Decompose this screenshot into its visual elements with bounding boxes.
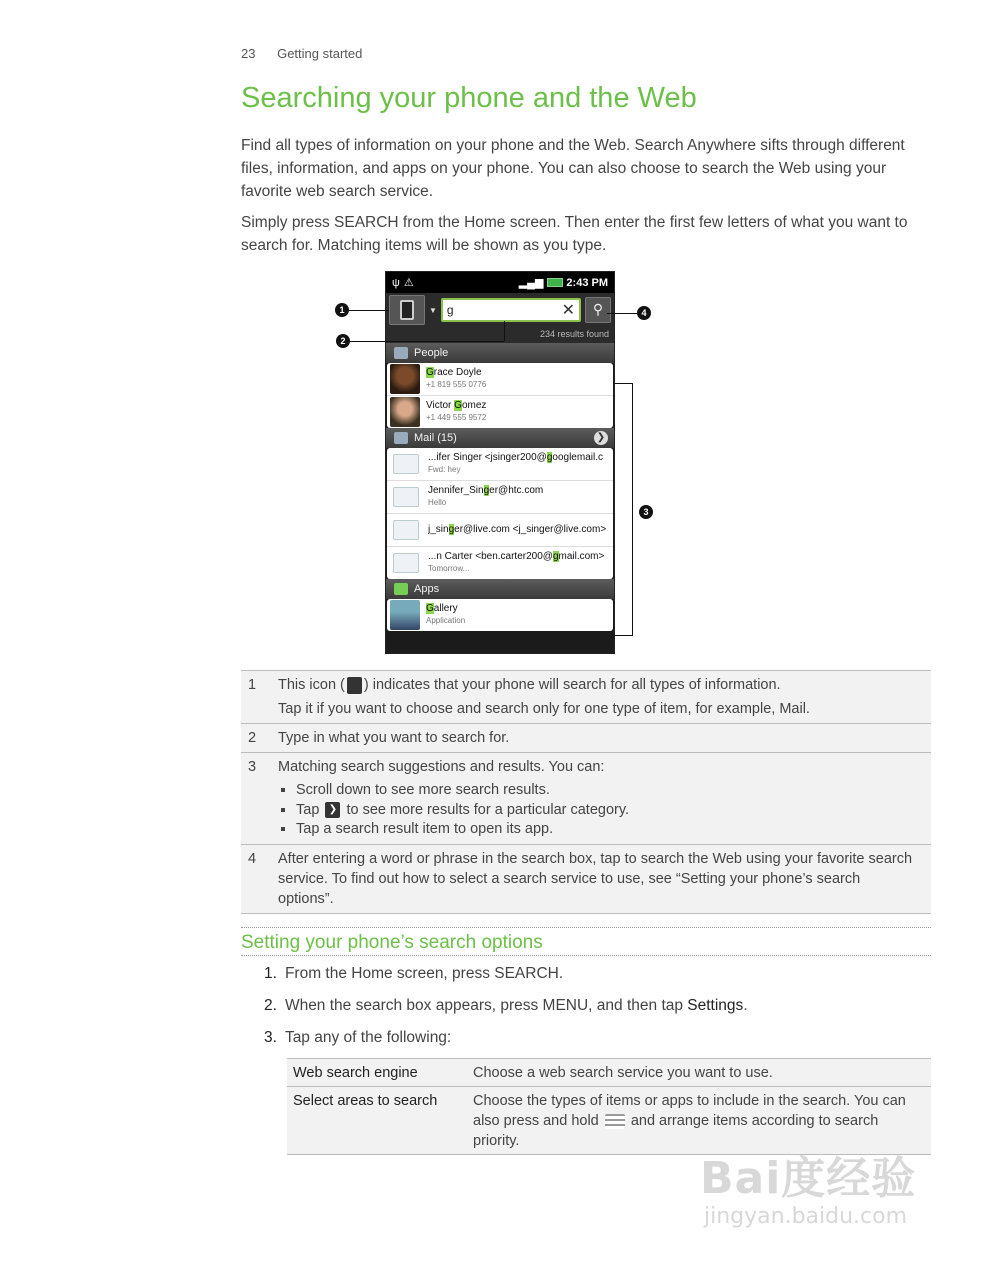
callout-line <box>349 310 389 311</box>
avatar <box>390 397 420 427</box>
apps-list <box>387 599 613 631</box>
search-query: g <box>446 303 454 317</box>
result-text: ooglemail.c <box>552 452 603 463</box>
step-text: From the Home screen, press SEARCH. <box>284 965 564 982</box>
mail-icon <box>394 432 408 444</box>
result-subtext: +1 819 555 0776 <box>426 380 487 389</box>
callout-line <box>350 341 504 342</box>
result-text: j_sin <box>428 524 449 535</box>
match-highlight: G <box>426 603 434 614</box>
legend-text: Type in what you want to search for. <box>278 724 931 753</box>
battery-icon <box>547 278 563 287</box>
match-highlight: g <box>552 551 559 562</box>
result-item[interactable] <box>387 448 613 481</box>
result-text: Victor <box>426 400 455 411</box>
phone-icon <box>400 300 414 320</box>
match-highlight: G <box>426 367 434 378</box>
option-text: and arrange items according to search priority. <box>473 1113 879 1149</box>
callout-4: 4 <box>637 306 651 320</box>
callout-line <box>607 313 637 314</box>
result-subtext: Application <box>426 616 466 625</box>
avatar <box>390 364 420 394</box>
page-header <box>241 46 362 61</box>
page-title: Searching your phone and the Web <box>241 82 697 114</box>
callout-line <box>504 321 505 341</box>
category-label: Apps <box>414 583 440 595</box>
option-key: Select areas to search <box>287 1087 467 1155</box>
match-highlight: G <box>454 400 462 411</box>
envelope-icon <box>393 553 419 573</box>
result-subtext: Fwd: hey <box>428 465 461 474</box>
arrow-icon: ❯ <box>325 802 340 818</box>
result-text: er@live.com <j_singer@live.com> <box>454 524 607 535</box>
globe-search-icon: ⚲ <box>592 301 604 317</box>
search-row <box>386 293 614 327</box>
step-2 <box>264 997 748 1015</box>
legend-row <box>241 724 931 753</box>
bullet-item: ▪ Tap a search result item to open its app. <box>296 820 931 840</box>
bullet-item <box>296 801 931 821</box>
result-item[interactable] <box>387 514 613 547</box>
legend-text-part: Matching search suggestions and results. You can: <box>278 759 605 775</box>
result-text: ...n Carter <ben.carter200@ <box>428 551 553 562</box>
legend-text-part: ) indicates that your phone will search for all types of information. <box>363 677 781 693</box>
people-list <box>387 363 613 428</box>
result-text: allery <box>433 603 458 614</box>
legend-text <box>278 671 931 724</box>
watermark-logo: Bai度经验 <box>700 1153 917 1204</box>
subheading-text: Setting your phone’s search options <box>241 932 543 953</box>
legend-row <box>241 753 931 845</box>
legend-row <box>241 844 931 913</box>
intro-paragraph-2: Simply press SEARCH from the Home screen. Then enter the first few letters of what you want to search for. Matching items will be shown as you type. <box>241 214 908 254</box>
signal-icon: ▂▄▆ <box>518 277 544 289</box>
envelope-icon <box>393 454 419 474</box>
page-number: 23 <box>241 46 256 61</box>
search-input[interactable] <box>441 298 581 322</box>
envelope-icon <box>393 487 419 507</box>
gallery-icon <box>390 600 420 630</box>
status-bar <box>386 272 614 293</box>
legend-text: After entering a word or phrase in the search box, tap to search the Web using your favorite search service. To find out how to select a search service to use, see “Setting your phone’s search options”. <box>278 844 931 913</box>
status-icons: ψ⚠ <box>392 277 418 289</box>
subheading <box>241 927 931 956</box>
category-mail[interactable] <box>386 428 614 448</box>
option-value: Choose a web search service you want to use. <box>467 1059 931 1087</box>
phone-icon <box>347 677 362 694</box>
status-time: 2:43 PM <box>566 276 608 289</box>
search-source-button[interactable] <box>389 295 425 325</box>
match-highlight: g <box>546 452 553 463</box>
result-item[interactable] <box>387 599 613 631</box>
step-text: Tap any of the following: <box>284 1029 452 1046</box>
bullet-text: Tap <box>296 801 320 818</box>
result-text: Jennifer_Sin <box>428 485 484 496</box>
legend-number: 1 <box>241 671 278 724</box>
option-key: Web search engine <box>287 1059 467 1087</box>
phone-screenshot <box>385 271 615 654</box>
callout-legend-table <box>241 670 931 914</box>
legend-number: 2 <box>241 724 278 753</box>
legend-number: 3 <box>241 753 278 845</box>
option-text: Choose the types of items or apps to include in the search. You can also press and hold <box>473 1093 906 1129</box>
step-bold-text: Settings <box>687 997 744 1014</box>
legend-text <box>278 753 931 845</box>
step-number: 2. <box>264 997 277 1014</box>
category-label: Mail (15) <box>414 432 457 444</box>
callout-1: 1 <box>335 303 349 317</box>
result-text: er@htc.com <box>489 485 544 496</box>
results-count: 234 results found <box>386 327 614 343</box>
callout-2: 2 <box>336 334 350 348</box>
options-table <box>287 1058 931 1155</box>
legend-text-part: This icon ( <box>278 677 345 693</box>
result-text: mail.com> <box>558 551 605 562</box>
step-number: 3. <box>264 1029 277 1046</box>
legend-text-part: Tap it if you want to choose and search only for one type of item, for example, Mail. <box>278 701 810 717</box>
step-text: . <box>743 997 748 1014</box>
result-text: omez <box>461 400 487 411</box>
web-search-button[interactable] <box>585 297 611 323</box>
match-highlight: g <box>483 485 490 496</box>
legend-bullets <box>278 781 931 840</box>
clear-icon[interactable]: ✕ <box>561 302 575 319</box>
step-number: 1. <box>264 965 277 982</box>
option-row <box>287 1059 931 1087</box>
match-highlight: g <box>448 524 455 535</box>
apps-icon <box>394 583 408 595</box>
result-text: race Doyle <box>433 367 482 378</box>
envelope-icon <box>393 520 419 540</box>
bullet-text: to see more results for a particular category. <box>346 801 630 818</box>
legend-row <box>241 671 931 724</box>
legend-number: 4 <box>241 844 278 913</box>
more-results-arrow-icon[interactable]: ❯ <box>594 431 608 445</box>
result-item[interactable] <box>387 363 613 396</box>
result-subtext: Hello <box>428 498 447 507</box>
result-item[interactable] <box>387 481 613 514</box>
mail-list <box>387 448 613 579</box>
bullet-item: ▪ Scroll down to see more search results. <box>296 781 931 801</box>
step-text: When the search box appears, press MENU, and then tap <box>284 997 688 1014</box>
people-icon <box>394 347 408 359</box>
result-item[interactable] <box>387 547 613 579</box>
menu-lines-icon <box>605 1114 625 1129</box>
category-people[interactable] <box>386 343 614 363</box>
watermark-url: jingyan.baidu.com <box>704 1204 908 1229</box>
category-label: People <box>414 347 449 359</box>
dropdown-caret-icon: ▼ <box>429 305 437 315</box>
result-subtext: +1 449 555 9572 <box>426 413 487 422</box>
intro-paragraph-1: Find all types of information on your phone and the Web. Search Anywhere sifts through different files, information, and apps on your phone. You can also choose to search the Web using your favorite web search service. <box>241 137 905 200</box>
section-name: Getting started <box>277 46 363 61</box>
result-text: ...ifer Singer <jsinger200@ <box>428 452 547 463</box>
result-item[interactable] <box>387 396 613 428</box>
category-apps[interactable] <box>386 579 614 599</box>
step-1 <box>264 965 563 983</box>
result-subtext: Tomorrow... <box>428 564 470 573</box>
step-3 <box>264 1029 451 1047</box>
callout-3: 3 <box>639 505 653 519</box>
callout-bracket <box>614 383 633 636</box>
